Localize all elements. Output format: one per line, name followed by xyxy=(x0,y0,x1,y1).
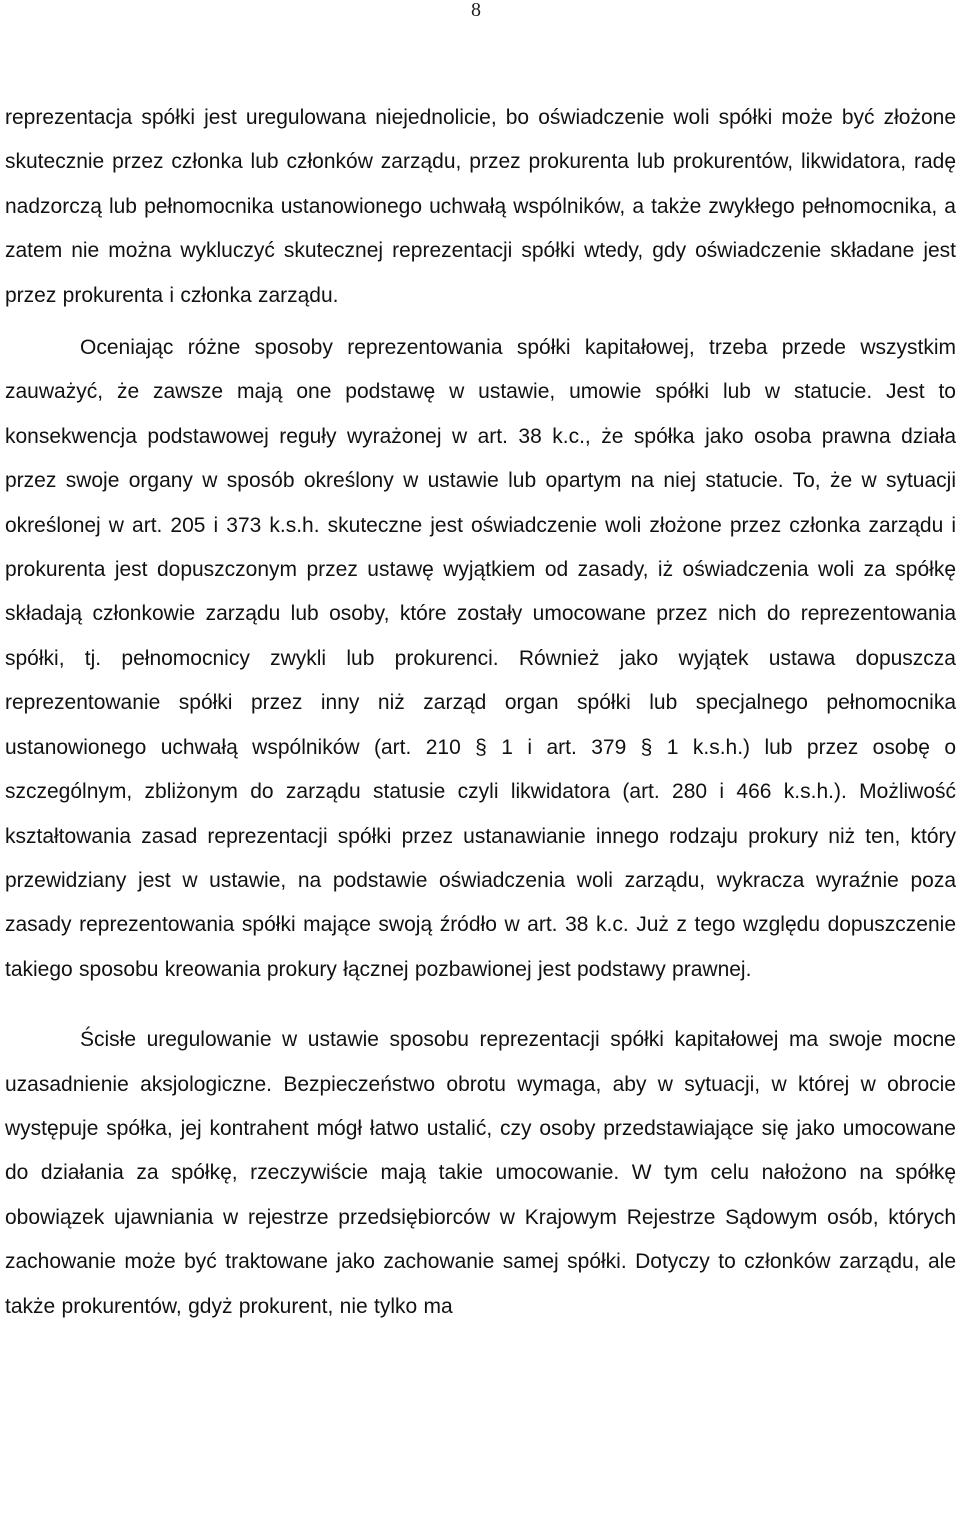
document-body xyxy=(5,96,956,1329)
paragraph-2: Oceniając różne sposoby reprezentowania spółki kapitałowej, trzeba przede wszystkim zauważyć, że zawsze mają one podstawę w ustawie, umowie spółki lub w statucie. Jest to konsekwencja podstawowej reguły wyrażonej w art. 38 k.c., że spółka jako osoba prawna działa przez swoje organy w sposób określony w ustawie lub opartym na niej statucie. To, że w sytuacji określonej w art. 205 i 373 k.s.h. skuteczne jest oświadczenie woli złożone przez członka zarządu i prokurenta jest dopuszczonym przez ustawę wyjątkiem od zasady, iż oświadczenia woli za spółkę składają członkowie zarządu lub osoby, które zostały umocowane przez nich do reprezentowania spółki, tj. pełnomocnicy zwykli lub prokurenci. Również jako wyjątek ustawa dopuszcza reprezentowanie spółki przez inny niż zarząd organ spółki lub specjalnego pełnomocnika ustanowionego uchwałą wspólników (art. 210 § 1 i art. 379 § 1 k.s.h.) lub przez osobę o szczególnym, zbliżonym do zarządu statusie czyli likwidatora (art. 280 i 466 k.s.h.). Możliwość kształtowania zasad reprezentacji spółki przez ustanawianie innego rodzaju prokury niż ten, który przewidziany jest w ustawie, na podstawie oświadczenia woli zarządu, wykracza wyraźnie poza zasady reprezentowania spółki mające swoją źródło w art. 38 k.c. Już z tego względu dopuszczenie takiego sposobu kreowania prokury łącznej pozbawionej jest podstawy prawnej. xyxy=(5,336,956,981)
page-number: 8 xyxy=(471,0,481,21)
paragraph-3: Ścisłe uregulowanie w ustawie sposobu reprezentacji spółki kapitałowej ma swoje mocne uzasadnienie aksjologiczne. Bezpieczeństwo obrotu wymaga, aby w sytuacji, w której w obrocie występuje spółka, jej kontrahent mógł łatwo ustalić, czy osoby przedstawiające się jako umocowane do działania za spółkę, rzeczywiście mają takie umocowanie. W tym celu nałożono na spółkę obowiązek ujawniania w rejestrze przedsiębiorców w Krajowym Rejestrze Sądowym osób, których zachowanie może być traktowane jako zachowanie samej spółki. Dotyczy to członków zarządu, ale także prokurentów, gdyż prokurent, nie tylko ma xyxy=(5,1028,956,1318)
paragraph-1: reprezentacja spółki jest uregulowana niejednolicie, bo oświadczenie woli spółki może być złożone skutecznie przez członka lub członków zarządu, przez prokurenta lub prokurentów, likwidatora, radę nadzorczą lub pełnomocnika ustanowionego uchwałą wspólników, a także zwykłego pełnomocnika, a zatem nie można wykluczyć skutecznej reprezentacji spółki wtedy, gdy oświadczenie składane jest przez prokurenta i członka zarządu. xyxy=(5,106,956,307)
